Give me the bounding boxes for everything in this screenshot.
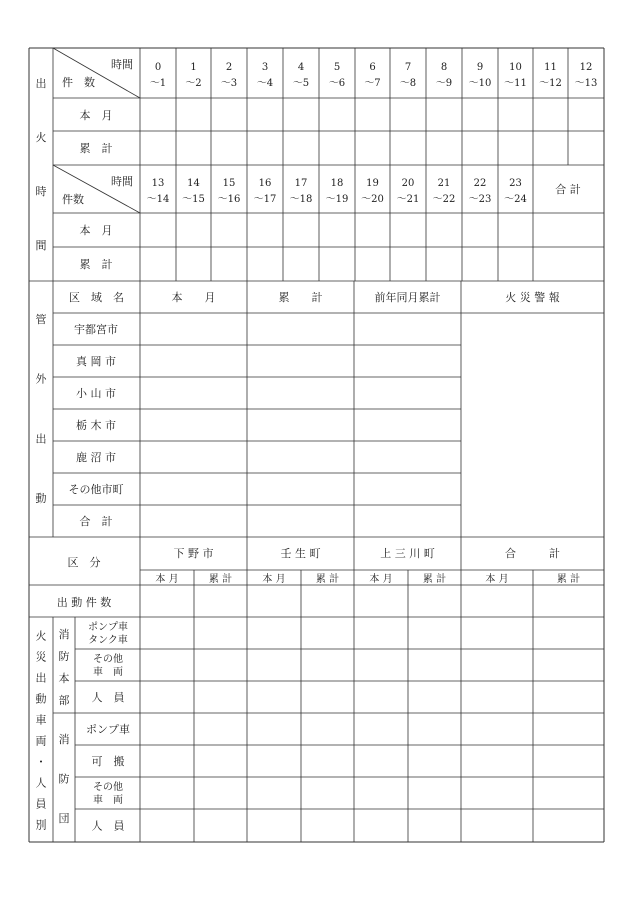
hour-range-end: ～4	[256, 78, 274, 89]
hour-range-end: ～1	[149, 78, 167, 89]
hour-range-end: ～9	[435, 78, 453, 89]
vehicle-personnel-vertical-label: 人	[35, 776, 47, 790]
row-label-cumulative: 累 計	[79, 258, 113, 271]
hour-range-start: 7	[404, 62, 412, 73]
hour-range-end: ～5	[292, 78, 310, 89]
hour-range-start: 20	[401, 178, 415, 189]
town-header: 下 野 市	[173, 547, 214, 560]
outside-dispatch-vertical-label: 出	[35, 432, 47, 446]
hour-range-end: ～23	[468, 194, 492, 205]
hour-range-start: 17	[294, 178, 308, 189]
vehicle-personnel-vertical-label: 災	[35, 650, 47, 664]
region-label: その他市町	[68, 483, 124, 496]
hour-range-start: 6	[369, 62, 376, 73]
hour-range-end: ～20	[361, 194, 384, 205]
region-label: 合 計	[79, 515, 113, 528]
vehicle-personnel-vertical-label: 車	[35, 713, 47, 727]
fire-corps-label: 消	[58, 732, 70, 746]
header-count-label: 件 数	[62, 76, 95, 89]
header-time-label: 時間	[111, 58, 133, 71]
hour-range-end: ～16	[217, 194, 241, 205]
hour-range-end: ～11	[504, 78, 527, 89]
region-label: 真 岡 市	[76, 355, 116, 368]
fire-time-vertical-label: 出	[35, 77, 47, 90]
fire-time-vertical-label: 火	[35, 131, 47, 144]
fire-time-vertical-label: 時	[35, 185, 47, 198]
sub-header-this-month: 本 月	[155, 574, 179, 585]
hour-range-end: ～17	[253, 194, 277, 205]
total-header: 合 計	[555, 183, 581, 196]
header-time-label: 時間	[111, 175, 133, 188]
hour-range-end: ～18	[289, 194, 313, 205]
column-header: 火 災 警 報	[505, 291, 560, 304]
hour-range-start: 0	[154, 62, 162, 73]
hour-range-end: ～2	[185, 78, 202, 89]
hour-range-end: ～3	[220, 78, 238, 89]
vehicle-row-label: 人 員	[91, 691, 125, 704]
vehicle-row-label: 人 員	[91, 819, 125, 833]
hour-range-start: 22	[473, 178, 487, 189]
hour-range-start: 5	[333, 62, 341, 73]
hour-range-start: 2	[225, 62, 233, 73]
region-label: 鹿 沼 市	[76, 451, 116, 464]
hour-range-end: ～24	[504, 194, 527, 205]
hour-range-end: ～7	[364, 78, 381, 89]
town-header: 上 三 川 町	[380, 547, 435, 560]
vehicle-row-label: ポンプ車	[86, 723, 130, 736]
hour-range-start: 13	[151, 178, 165, 189]
sub-header-cumulative: 累 計	[208, 574, 233, 585]
sub-header-this-month: 本 月	[369, 574, 393, 585]
hour-range-start: 12	[579, 62, 593, 73]
fire-hq-label: 本	[58, 672, 70, 685]
vehicle-row-label: タンク車	[88, 635, 128, 646]
hour-range-start: 8	[440, 62, 448, 73]
vehicle-personnel-vertical-label: 別	[35, 818, 47, 832]
column-header: 前年同月累計	[374, 291, 441, 304]
hour-range-start: 10	[509, 62, 522, 73]
hour-range-end: ～10	[468, 78, 492, 89]
hour-range-start: 23	[509, 178, 522, 189]
town-header: 合 計	[505, 547, 560, 560]
hour-range-end: ～8	[399, 78, 417, 89]
hour-range-start: 19	[366, 178, 379, 189]
header-diagonal	[53, 48, 140, 98]
hour-range-start: 11	[544, 62, 557, 73]
division-label: 区 分	[67, 556, 101, 569]
hour-range-start: 18	[330, 178, 344, 189]
sub-header-cumulative: 累 計	[556, 574, 581, 585]
hour-range-end: ～6	[328, 78, 346, 89]
hour-range-end: ～13	[574, 78, 598, 89]
sub-header-cumulative: 累 計	[315, 574, 340, 585]
outside-dispatch-vertical-label: 動	[35, 492, 47, 506]
hour-range-end: ～14	[146, 194, 170, 205]
dispatch-count-label: 出 動 件 数	[56, 596, 112, 609]
hour-range-start: 16	[258, 178, 272, 189]
column-header: 本 月	[171, 291, 216, 304]
header-count-label: 件数	[62, 193, 84, 206]
vehicle-personnel-vertical-label: 員	[35, 797, 47, 811]
fire-hq-label: 消	[58, 628, 70, 641]
column-header: 区 域 名	[69, 291, 124, 304]
region-label: 宇都宮市	[74, 323, 118, 336]
hour-range-end: ～12	[539, 78, 562, 89]
vehicle-personnel-vertical-label: 火	[35, 629, 47, 643]
fire-hq-label: 部	[58, 694, 70, 707]
hour-range-end: ～19	[325, 194, 349, 205]
fire-corps-label: 防	[58, 772, 70, 786]
vehicle-personnel-vertical-label: 出	[35, 671, 47, 685]
column-header: 累 計	[278, 291, 323, 304]
vehicle-row-label: ポンプ車	[88, 622, 128, 633]
vehicle-personnel-vertical-label: 動	[35, 692, 47, 706]
row-label-this-month: 本 月	[79, 109, 113, 122]
region-label: 栃 木 市	[76, 419, 116, 432]
outside-dispatch-vertical-label: 外	[35, 372, 47, 386]
row-label-cumulative: 累 計	[79, 142, 113, 155]
vehicle-personnel-vertical-label: ・	[35, 755, 47, 769]
region-label: 小 山 市	[76, 387, 116, 400]
hour-range-end: ～15	[182, 194, 205, 205]
fire-hq-label: 防	[58, 650, 70, 663]
vehicle-personnel-vertical-label: 両	[35, 734, 47, 748]
sub-header-cumulative: 累 計	[422, 574, 447, 585]
fire-corps-label: 団	[58, 812, 70, 826]
hour-range-start: 9	[476, 62, 484, 73]
vehicle-row-label: 車 両	[93, 795, 123, 806]
outside-dispatch-vertical-label: 管	[35, 312, 47, 326]
hour-range-start: 21	[437, 178, 451, 189]
fire-time-vertical-label: 間	[35, 239, 47, 252]
vehicle-row-label: 車 両	[93, 667, 123, 678]
sub-header-this-month: 本 月	[262, 574, 286, 585]
hour-range-start: 15	[222, 178, 236, 189]
sub-header-this-month: 本 月	[485, 574, 509, 585]
hour-range-start: 14	[187, 178, 200, 189]
vehicle-row-label: その他	[93, 782, 123, 793]
hour-range-start: 1	[190, 62, 197, 73]
town-header: 壬 生 町	[280, 547, 321, 560]
hour-range-end: ～22	[432, 194, 456, 205]
hour-range-end: ～21	[396, 194, 420, 205]
vehicle-row-label: 可 搬	[91, 755, 125, 768]
row-label-this-month: 本 月	[79, 224, 113, 237]
vehicle-row-label: その他	[93, 654, 123, 665]
hour-range-start: 4	[297, 62, 305, 73]
hour-range-start: 3	[261, 62, 269, 73]
